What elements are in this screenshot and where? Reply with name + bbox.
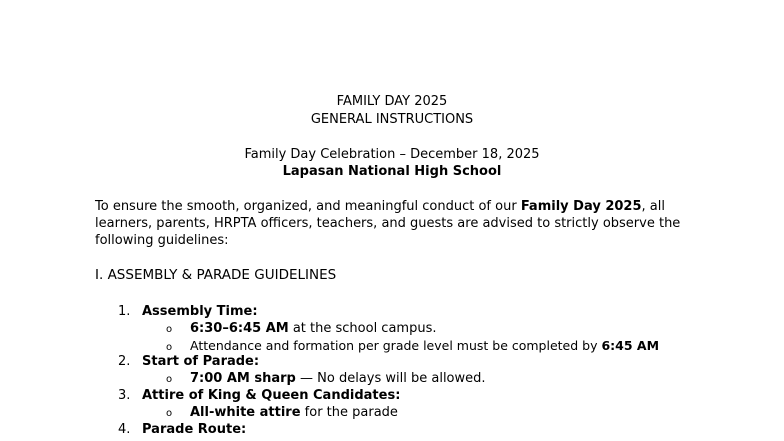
sub-item xyxy=(166,405,398,420)
intro-paragraph xyxy=(95,198,695,249)
sub-text: at the school campus. xyxy=(288,321,437,336)
item-label: Attire of King & Queen Candidates: xyxy=(142,388,401,403)
list-item xyxy=(118,422,246,437)
sub-text: Attendance and formation per grade level must be completed by xyxy=(190,338,602,353)
section-title: I. ASSEMBLY & PARADE GUIDELINES xyxy=(95,267,337,283)
sub-bold-end: 6:45 AM xyxy=(601,338,660,353)
intro-text-1: To ensure the smooth, organized, and meaningful conduct of our xyxy=(95,199,521,214)
intro-text-2: , all learners, parents, HRPTA officers, teachers, and guests are advised to strictly observe the following guidelines: xyxy=(95,199,681,248)
sub-item xyxy=(166,338,659,354)
bullet-icon: o xyxy=(166,408,173,419)
school-name: Lapasan National High School xyxy=(282,164,502,179)
sub-item xyxy=(166,321,436,336)
list-item xyxy=(118,304,258,319)
sub-bold: 7:00 AM sharp xyxy=(190,371,296,386)
document-subtitle: GENERAL INSTRUCTIONS xyxy=(310,112,474,127)
item-number: 3. xyxy=(118,388,131,403)
item-label: Parade Route: xyxy=(142,422,247,437)
sub-text: — No delays will be allowed. xyxy=(295,371,486,386)
document-title: FAMILY DAY 2025 xyxy=(336,94,448,109)
intro-bold: Family Day 2025 xyxy=(520,199,642,214)
list-item xyxy=(118,354,259,369)
item-number: 4. xyxy=(118,422,131,437)
item-number: 1. xyxy=(118,304,131,319)
item-label: Start of Parade: xyxy=(142,354,260,369)
item-label: Assembly Time: xyxy=(142,304,258,319)
item-number: 2. xyxy=(118,354,131,369)
bullet-icon: o xyxy=(166,324,173,335)
bullet-icon: o xyxy=(166,342,173,353)
sub-text: for the parade xyxy=(300,405,398,420)
sub-bold: All-white attire xyxy=(190,405,301,420)
sub-bold: 6:30–6:45 AM xyxy=(190,321,289,336)
list-item xyxy=(118,388,400,403)
event-line: Family Day Celebration – December 18, 2025 xyxy=(244,147,540,162)
sub-item xyxy=(166,371,486,386)
bullet-icon: o xyxy=(166,374,173,385)
